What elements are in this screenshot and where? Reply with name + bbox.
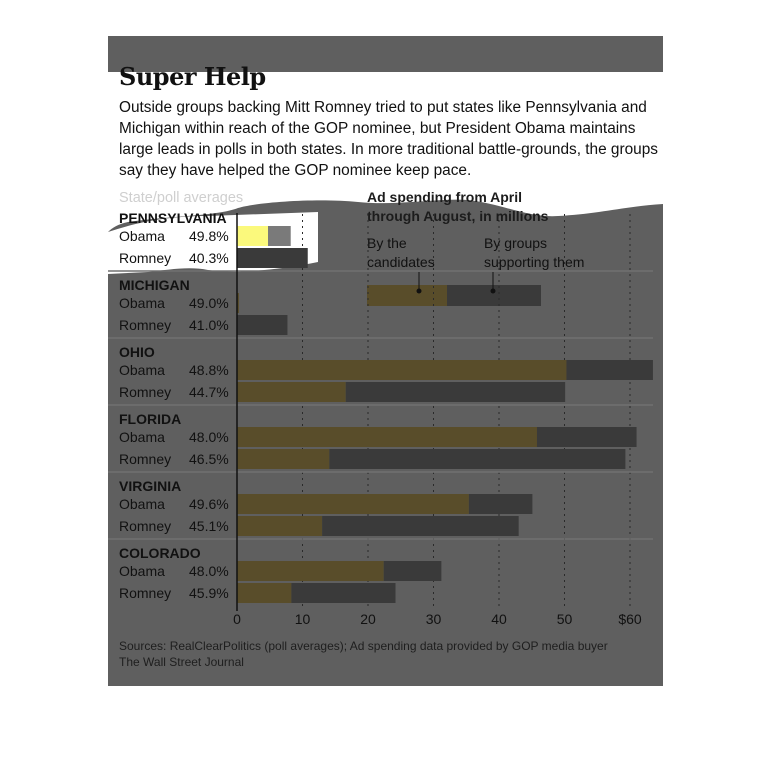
legend-candidates-label-2: candidates	[367, 254, 435, 270]
poll-value: 41.0%	[189, 317, 229, 333]
graphic-card	[108, 36, 663, 686]
legend-swatch-candidates	[367, 285, 447, 306]
poll-value: 45.9%	[189, 585, 229, 601]
poll-value: 49.6%	[189, 496, 229, 512]
x-tick-label: 30	[425, 611, 442, 627]
bar-candidates	[237, 427, 537, 447]
chart-title: Super Help	[119, 62, 266, 91]
poll-value: 49.0%	[189, 295, 229, 311]
candidate-label: Romney	[119, 585, 172, 601]
candidate-label: Romney	[119, 518, 172, 534]
poll-value: 40.3%	[189, 250, 229, 266]
candidate-label: Obama	[119, 228, 165, 244]
candidate-label: Obama	[119, 362, 165, 378]
bar-candidates	[237, 516, 322, 536]
bar-candidates	[237, 382, 346, 402]
bar-candidates	[237, 583, 291, 603]
state-label: MICHIGAN	[119, 277, 190, 293]
bar-groups	[384, 561, 442, 581]
state-label: VIRGINIA	[119, 478, 182, 494]
spend-header-line1: Ad spending from April	[367, 189, 523, 205]
candidate-label: Obama	[119, 295, 165, 311]
bar-candidates	[237, 494, 469, 514]
bar-groups	[469, 494, 533, 514]
bar-groups	[566, 360, 652, 380]
candidate-label: Obama	[119, 496, 165, 512]
candidate-label: Romney	[119, 317, 172, 333]
credit-line: The Wall Street Journal	[119, 655, 244, 669]
candidate-label: Romney	[119, 250, 172, 266]
bar-candidates	[237, 561, 384, 581]
poll-value: 48.0%	[189, 563, 229, 579]
bar-groups	[237, 248, 308, 268]
x-tick-label: 20	[360, 611, 376, 627]
x-tick-label: 50	[556, 611, 573, 627]
poll-value: 49.8%	[189, 228, 229, 244]
bar-groups	[322, 516, 519, 536]
state-label: OHIO	[119, 344, 155, 360]
x-tick-label: 10	[294, 611, 311, 627]
chart-dek: Outside groups backing Mitt Romney tried to put states like Pennsylvania and Michigan within reach of the GOP nominee, but President Obama maintains large leads in polls in both states. In more traditional battle-grounds, the groups say they have helped the GOP nominee keep pace.	[119, 99, 658, 179]
poll-value: 45.1%	[189, 518, 229, 534]
candidate-label: Obama	[119, 563, 165, 579]
poll-header: State/poll averages	[119, 190, 244, 206]
sources-note	[119, 638, 639, 670]
candidate-label: Romney	[119, 384, 172, 400]
bar-candidates	[237, 360, 566, 380]
bar-groups	[268, 226, 291, 246]
bar-candidates	[237, 449, 329, 469]
x-tick-label: $60	[618, 611, 642, 627]
x-tick-label: 40	[491, 611, 507, 627]
x-tick-label: 0	[233, 611, 241, 627]
legend-candidates-label-1: By the	[367, 235, 407, 251]
legend-groups-label-1: By groups	[484, 235, 548, 251]
bar-groups	[537, 427, 637, 447]
state-label: COLORADO	[119, 545, 201, 561]
bar-groups	[329, 449, 625, 469]
legend-dot-candidates	[417, 289, 422, 294]
poll-value: 46.5%	[189, 451, 229, 467]
legend-dot-groups	[491, 289, 496, 294]
bar-groups	[346, 382, 565, 402]
poll-value: 48.0%	[189, 429, 229, 445]
chart-body	[108, 210, 653, 627]
state-label: PENNSYLVANIA	[119, 210, 227, 226]
poll-value: 44.7%	[189, 384, 229, 400]
bar-groups	[237, 315, 287, 335]
state-label: FLORIDA	[119, 411, 182, 427]
bar-highlight	[237, 226, 268, 246]
bar-groups	[291, 583, 395, 603]
legend-swatch-groups	[447, 285, 541, 306]
source-line: Sources: RealClearPolitics (poll averages); Ad spending data provided by GOP media buyer	[119, 639, 608, 653]
candidate-label: Romney	[119, 451, 172, 467]
legend-groups-label-2: supporting them	[484, 254, 585, 270]
spend-header-line2: through August, in millions	[367, 208, 549, 224]
candidate-label: Obama	[119, 429, 165, 445]
poll-value: 48.8%	[189, 362, 229, 378]
